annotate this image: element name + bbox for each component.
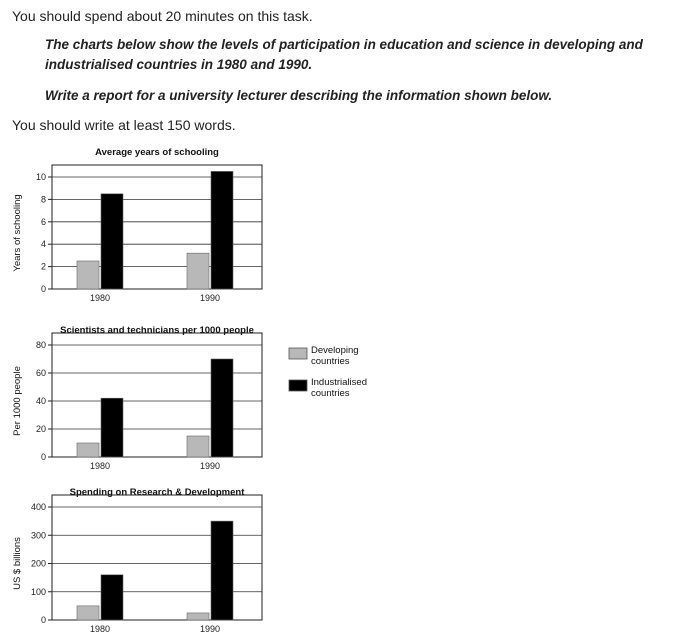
legend-label: countries — [311, 388, 350, 399]
bar-industrialised-1990 — [211, 359, 233, 457]
y-tick-label: 0 — [40, 284, 46, 294]
x-tick-label: 1990 — [199, 461, 221, 471]
legend-label: Developing — [311, 345, 359, 356]
x-tick-label: 1990 — [199, 624, 221, 634]
y-tick-label: 2 — [40, 261, 46, 272]
y-tick-label: 20 — [35, 424, 46, 434]
bar-industrialised-1980 — [101, 398, 123, 457]
x-tick-label: 1980 — [89, 624, 111, 634]
time-instruction: You should spend about 20 minutes on this task. — [12, 8, 313, 24]
y-tick-label: 4 — [40, 239, 46, 250]
task-instruction: Write a report for a university lecturer describing the information shown below. — [45, 88, 553, 103]
y-tick-label: 60 — [35, 368, 46, 378]
bar-developing-1980 — [77, 261, 99, 289]
x-tick-label: 1980 — [89, 293, 111, 303]
legend-label: Industrialised — [311, 377, 367, 388]
bar-developing-1990 — [187, 253, 209, 289]
bar-industrialised-1980 — [101, 575, 123, 620]
word-count-instruction: You should write at least 150 words. — [12, 117, 236, 133]
legend-swatch — [289, 380, 307, 391]
bar-developing-1990 — [187, 436, 209, 457]
chart-title: Average years of schooling — [95, 147, 219, 158]
y-tick-label: 100 — [30, 586, 46, 597]
y-axis-label: US $ billions — [12, 537, 23, 590]
bar-developing-1990 — [187, 613, 209, 620]
y-tick-label: 80 — [35, 340, 46, 350]
y-tick-label: 200 — [30, 558, 46, 569]
bar-industrialised-1980 — [101, 194, 123, 289]
y-tick-label: 300 — [30, 530, 46, 541]
bar-developing-1980 — [77, 443, 99, 457]
y-tick-label: 8 — [40, 194, 46, 205]
y-tick-label: 40 — [35, 396, 46, 406]
chart-title: Scientists and technicians per 1000 people — [60, 325, 254, 336]
bar-developing-1980 — [77, 606, 99, 620]
legend-label: countries — [311, 356, 350, 367]
y-tick-label: 0 — [40, 452, 46, 462]
legend-swatch — [289, 348, 307, 359]
bar-industrialised-1990 — [211, 171, 233, 289]
task-description: The charts below show the levels of participation in education and science in developing and industrialised countries in 1980 and 1990. — [45, 37, 643, 72]
y-axis-label: Per 1000 people — [12, 366, 23, 436]
y-axis-label: Years of schooling — [12, 194, 23, 272]
chart-title: Spending on Research & Development — [69, 487, 245, 498]
y-tick-label: 10 — [35, 172, 46, 182]
y-tick-label: 0 — [40, 615, 46, 625]
x-tick-label: 1990 — [199, 293, 221, 303]
bar-industrialised-1990 — [211, 521, 233, 620]
y-tick-label: 400 — [30, 502, 46, 512]
y-tick-label: 6 — [40, 216, 46, 227]
x-tick-label: 1980 — [89, 461, 111, 471]
